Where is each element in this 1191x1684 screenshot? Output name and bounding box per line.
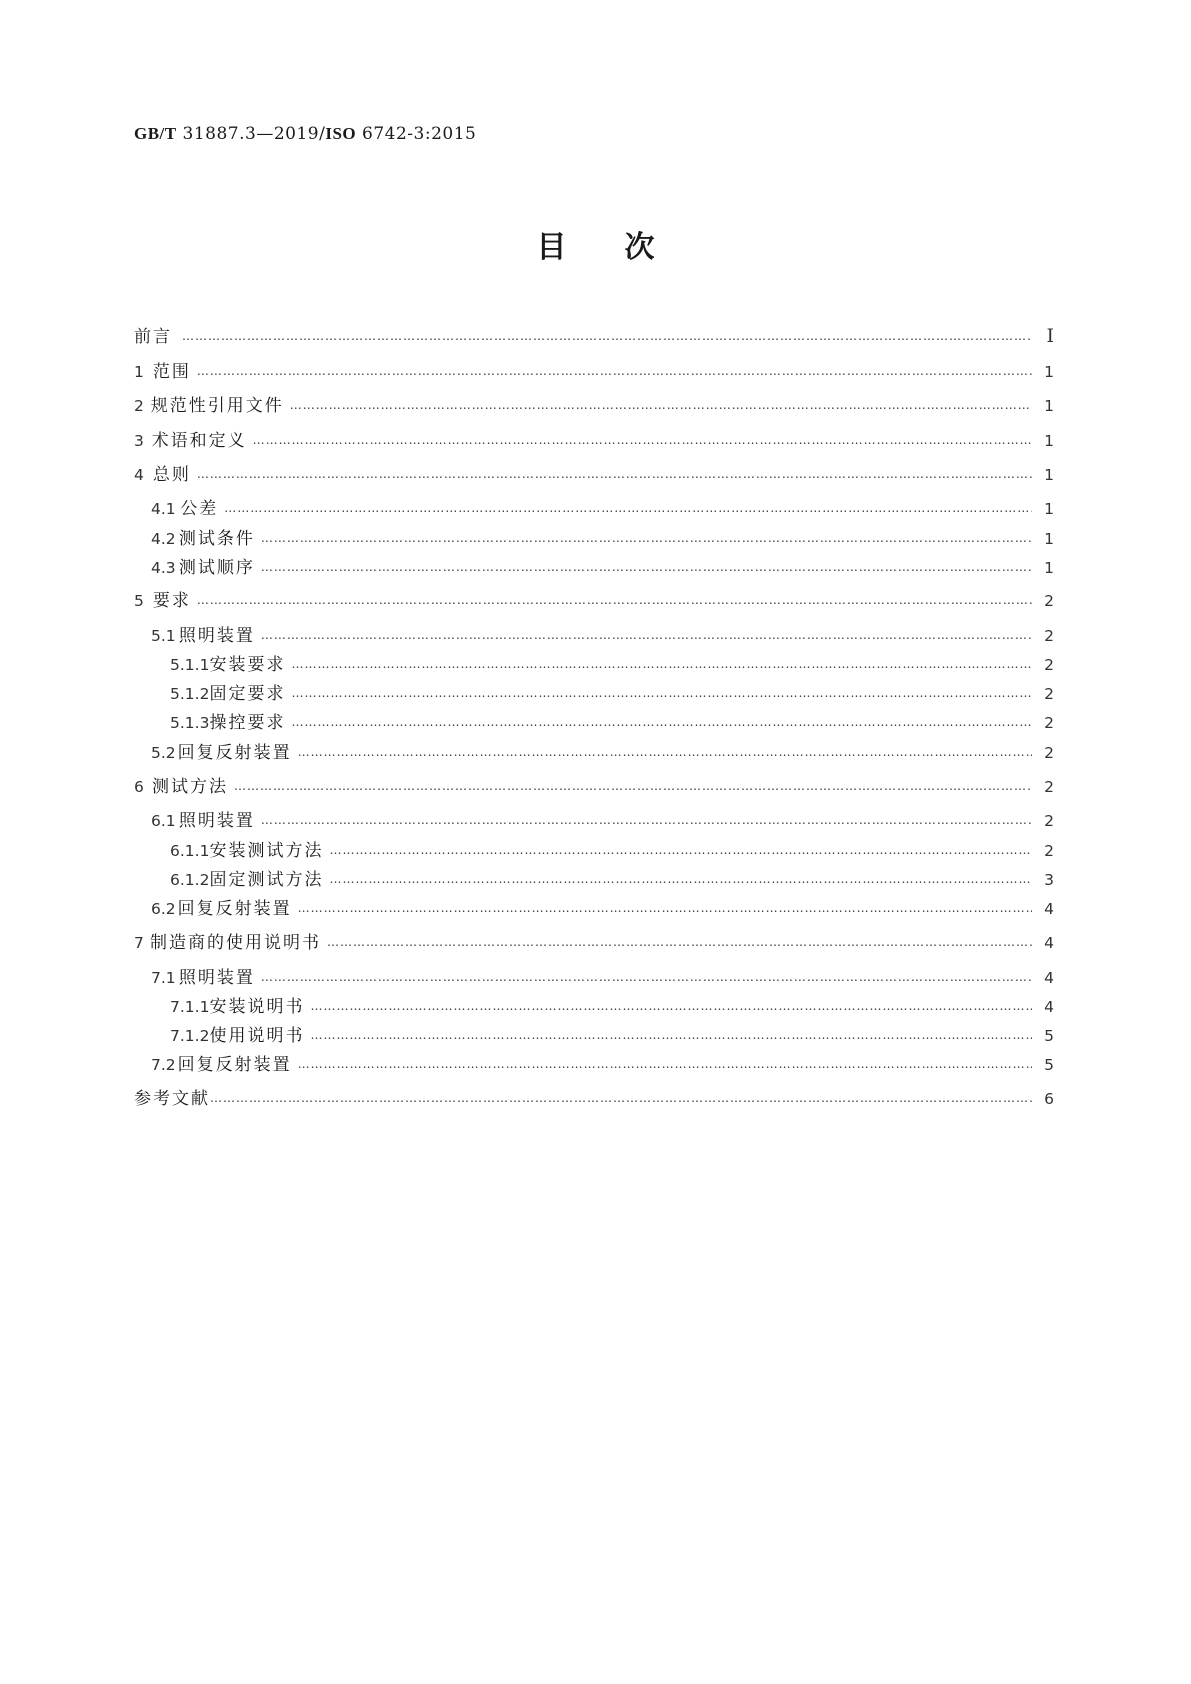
toc-dot-leader xyxy=(261,809,1032,831)
toc-entry[interactable] xyxy=(151,498,1054,521)
toc-entry-page-number: 2 xyxy=(1044,592,1054,610)
toc-entry[interactable] xyxy=(151,810,1054,833)
toc-dot-leader xyxy=(298,897,1032,919)
toc-entry[interactable] xyxy=(170,996,1054,1019)
toc-entry-page-number: 1 xyxy=(1044,466,1054,484)
iso-prefix: ISO xyxy=(325,124,357,143)
toc-entry-label: 安装要求 xyxy=(209,655,286,675)
toc-entry[interactable] xyxy=(151,557,1054,580)
toc-entry-label: 固定测试方法 xyxy=(209,870,324,890)
toc-entry-number: 5 xyxy=(134,592,144,610)
toc-dot-leader xyxy=(290,394,1032,416)
toc-entry[interactable] xyxy=(134,326,1054,349)
toc-entry-page-number: 2 xyxy=(1044,685,1054,703)
toc-entry-label: 总则 xyxy=(152,465,191,485)
toc-entry-page-number: 5 xyxy=(1044,1027,1054,1045)
iso-number: 6742-3:2015 xyxy=(362,124,477,144)
toc-entry-page-number: 1 xyxy=(1044,432,1054,450)
toc-entry-page-number: 5 xyxy=(1044,1056,1054,1074)
toc-entry-page-number: 2 xyxy=(1044,778,1054,796)
toc-entry-number: 6.1.2 xyxy=(170,871,210,889)
toc-dot-leader xyxy=(224,497,1032,519)
toc-entry-number: 4 xyxy=(134,466,144,484)
toc-entry-page-number: 3 xyxy=(1044,871,1054,889)
toc-entry-label: 照明装置 xyxy=(178,811,255,831)
toc-entry-number: 4.3 xyxy=(151,559,176,577)
toc-entry-label: 术语和定义 xyxy=(151,431,247,451)
toc-dot-leader xyxy=(234,775,1032,797)
toc-entry-page-number: 4 xyxy=(1044,934,1054,952)
toc-entry[interactable] xyxy=(134,395,1054,418)
toc-dot-leader xyxy=(261,624,1032,646)
standard-number-header xyxy=(134,124,476,144)
toc-dot-leader xyxy=(310,1024,1032,1046)
toc-entry-number: 7.1 xyxy=(151,969,176,987)
toc-entry[interactable] xyxy=(170,869,1054,892)
toc-entry[interactable] xyxy=(134,430,1054,453)
toc-entry-label: 参考文献 xyxy=(134,1089,210,1109)
toc-dot-leader xyxy=(310,995,1032,1017)
toc-entry-number: 7.1.2 xyxy=(170,1027,210,1045)
toc-entry-label: 回复反射装置 xyxy=(177,899,292,919)
toc-entry[interactable] xyxy=(170,840,1054,863)
toc-entry-number: 7.1.1 xyxy=(170,998,210,1016)
toc-entry-page-number: 2 xyxy=(1044,656,1054,674)
toc-entry-number: 5.1.3 xyxy=(170,714,210,732)
toc-entry-number: 5.1.2 xyxy=(170,685,210,703)
toc-entry-label: 照明装置 xyxy=(178,626,255,646)
toc-entry-label: 前言 xyxy=(134,327,172,347)
toc-entry[interactable] xyxy=(151,1054,1054,1077)
toc-entry-number: 7.2 xyxy=(151,1056,176,1074)
toc-entry[interactable] xyxy=(151,967,1054,990)
toc-dot-leader xyxy=(253,429,1032,451)
toc-entry-number: 6.2 xyxy=(151,900,176,918)
toc-dot-leader xyxy=(291,682,1032,704)
toc-entry-page-number: 1 xyxy=(1044,500,1054,518)
toc-entry-label: 操控要求 xyxy=(209,713,286,733)
toc-entry-page-number: Ⅰ xyxy=(1046,326,1054,347)
toc-entry-page-number: 4 xyxy=(1044,969,1054,987)
toc-dot-leader xyxy=(261,966,1032,988)
toc-dot-leader xyxy=(210,1087,1032,1109)
toc-entry-page-number: 1 xyxy=(1044,530,1054,548)
toc-dot-leader xyxy=(261,527,1032,549)
toc-entry-label: 测试条件 xyxy=(178,529,255,549)
toc-entry-number: 4.2 xyxy=(151,530,176,548)
toc-entry[interactable] xyxy=(134,464,1054,487)
toc-entry-label: 规范性引用文件 xyxy=(150,396,284,416)
toc-entry[interactable] xyxy=(170,1025,1054,1048)
toc-dot-leader xyxy=(197,589,1032,611)
toc-entry[interactable] xyxy=(134,932,1054,955)
toc-entry-number: 6.1 xyxy=(151,812,176,830)
toc-dot-leader xyxy=(329,868,1032,890)
toc-entry-label: 范围 xyxy=(152,362,191,382)
toc-dot-leader xyxy=(291,653,1032,675)
toc-entry-number: 4.1 xyxy=(151,500,176,518)
toc-entry-page-number: 2 xyxy=(1044,627,1054,645)
gb-number: 31887.3—2019/ xyxy=(182,124,326,144)
toc-dot-leader xyxy=(291,711,1032,733)
toc-dot-leader xyxy=(329,839,1032,861)
toc-entry-page-number: 6 xyxy=(1044,1090,1054,1108)
toc-dot-leader xyxy=(298,1053,1032,1075)
toc-entry-label: 制造商的使用说明书 xyxy=(149,933,321,953)
toc-entry[interactable] xyxy=(151,528,1054,551)
toc-entry-page-number: 2 xyxy=(1044,714,1054,732)
toc-dot-leader xyxy=(182,325,1032,347)
toc-entry-number: 3 xyxy=(134,432,144,450)
toc-entry[interactable] xyxy=(170,654,1054,677)
toc-entry-label: 安装测试方法 xyxy=(209,841,324,861)
toc-entry-number: 5.2 xyxy=(151,744,176,762)
toc-entry-number: 6 xyxy=(134,778,144,796)
toc-entry[interactable] xyxy=(134,590,1054,613)
toc-entry-number: 2 xyxy=(134,397,144,415)
toc-entry-page-number: 1 xyxy=(1044,559,1054,577)
toc-entry-page-number: 2 xyxy=(1044,842,1054,860)
toc-entry[interactable] xyxy=(151,625,1054,648)
toc-entry-page-number: 4 xyxy=(1044,998,1054,1016)
toc-entry[interactable] xyxy=(134,361,1054,384)
toc-dot-leader xyxy=(261,556,1032,578)
toc-dot-leader xyxy=(298,741,1032,763)
toc-entry-page-number: 2 xyxy=(1044,744,1054,762)
toc-entry-number: 1 xyxy=(134,363,144,381)
toc-entry-number: 5.1 xyxy=(151,627,176,645)
toc-entry-label: 回复反射装置 xyxy=(177,1055,292,1075)
toc-entry-page-number: 1 xyxy=(1044,363,1054,381)
toc-entry-label: 测试顺序 xyxy=(178,558,255,578)
toc-entry[interactable] xyxy=(151,898,1054,921)
toc-entry[interactable] xyxy=(151,742,1054,765)
toc-entry[interactable] xyxy=(134,776,1054,799)
toc-entry-page-number: 1 xyxy=(1044,397,1054,415)
toc-entry-label: 测试方法 xyxy=(152,777,229,797)
toc-entry-label: 使用说明书 xyxy=(209,1026,305,1046)
toc-dot-leader xyxy=(197,360,1032,382)
toc-entry-label: 要求 xyxy=(152,591,191,611)
toc-entry[interactable] xyxy=(134,1088,1054,1111)
toc-entry-number: 6.1.1 xyxy=(170,842,210,860)
toc-entry[interactable] xyxy=(170,712,1054,735)
page-title: 目次 xyxy=(536,230,713,265)
toc-entry-label: 固定要求 xyxy=(209,684,286,704)
toc-entry-number: 5.1.1 xyxy=(170,656,210,674)
toc-entry-page-number: 4 xyxy=(1044,900,1054,918)
toc-entry-label: 安装说明书 xyxy=(209,997,305,1017)
toc-entry[interactable] xyxy=(170,683,1054,706)
toc-entry-label: 公差 xyxy=(180,499,219,519)
toc-entry-page-number: 2 xyxy=(1044,812,1054,830)
toc-entry-label: 回复反射装置 xyxy=(177,743,292,763)
toc-entry-number: 7 xyxy=(134,934,144,952)
gb-prefix: GB/T xyxy=(134,124,177,143)
toc-dot-leader xyxy=(327,931,1032,953)
toc-dot-leader xyxy=(197,463,1032,485)
toc-entry-label: 照明装置 xyxy=(178,968,255,988)
